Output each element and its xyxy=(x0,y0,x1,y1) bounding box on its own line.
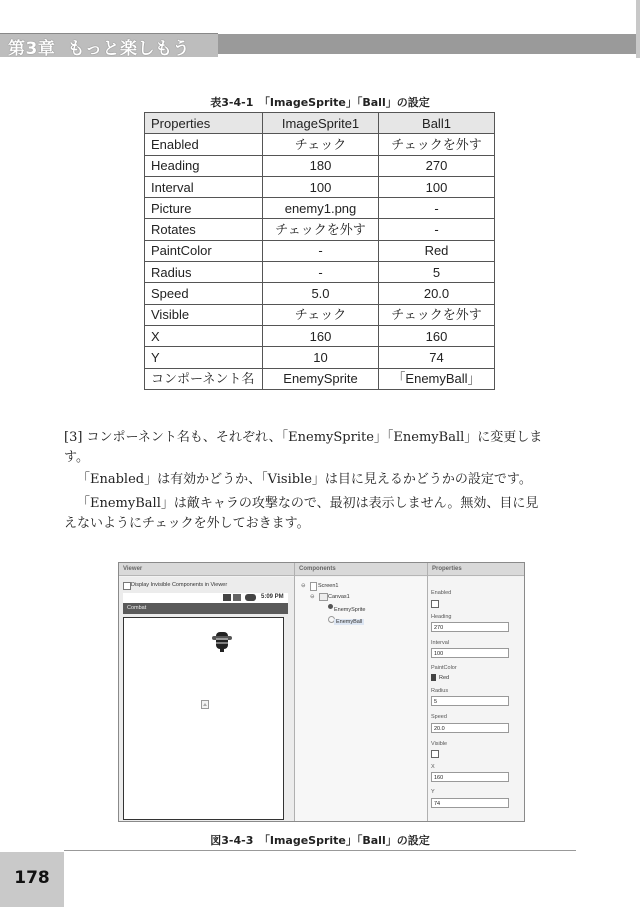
table-cell: Red xyxy=(379,240,495,261)
properties-header: Properties xyxy=(428,563,524,576)
table-cell: 74 xyxy=(379,347,495,368)
table-cell: チェック xyxy=(263,134,379,155)
table-cell: - xyxy=(263,240,379,261)
table-cell: Picture xyxy=(145,198,263,219)
table-cell: 20.0 xyxy=(379,283,495,304)
table-row xyxy=(145,325,495,346)
table-cell: EnemySprite xyxy=(263,368,379,389)
collapse-icon[interactable]: ⊖ xyxy=(310,594,315,600)
table-row xyxy=(145,155,495,176)
speed-input[interactable]: 20.0 xyxy=(431,723,509,733)
table-body xyxy=(145,134,495,390)
paragraph-1-line-1: [3] コンポーネント名も、それぞれ、「EnemySprite」「EnemyBall」に変更しま xyxy=(64,430,543,445)
table-cell: 180 xyxy=(263,155,379,176)
table-cell: 270 xyxy=(379,155,495,176)
x-input[interactable]: 160 xyxy=(431,772,509,782)
table-cell: X xyxy=(145,325,263,346)
components-header: Components xyxy=(295,563,427,576)
table-caption: 表3-4-1 「ImageSprite」「Ball」の設定 xyxy=(210,96,430,109)
table-cell: Enabled xyxy=(145,134,263,155)
table-header-row xyxy=(145,113,495,134)
table-cell: - xyxy=(263,262,379,283)
table-cell: Y xyxy=(145,347,263,368)
table-cell: Visible xyxy=(145,304,263,325)
paragraph-3-line-2: えないようにチェックを外しておきます。 xyxy=(64,516,310,531)
table-cell: 5 xyxy=(379,262,495,283)
interval-label: Interval xyxy=(431,640,450,646)
tree-item-enemysprite[interactable]: EnemySprite xyxy=(334,607,366,613)
table-cell: Radius xyxy=(145,262,263,283)
visible-label: Visible xyxy=(431,741,448,747)
paintcolor-label: PaintColor xyxy=(431,665,457,671)
chapter-number: 第3章 xyxy=(8,39,56,59)
paragraph-3-line-1: 「EnemyBall」は敵キャラの攻撃なので、最初は表示しません。無効、目に見 xyxy=(77,496,539,511)
screen-title-bar: Combat xyxy=(123,603,288,614)
collapse-icon[interactable]: ⊖ xyxy=(301,583,306,589)
table-row xyxy=(145,240,495,261)
table-cell: 5.0 xyxy=(263,283,379,304)
chapter-heading xyxy=(8,34,190,59)
column-header: ImageSprite1 xyxy=(263,113,379,134)
table-row xyxy=(145,198,495,219)
properties-table xyxy=(144,112,495,390)
interval-input[interactable]: 100 xyxy=(431,648,509,658)
canvas-icon xyxy=(319,593,328,601)
visible-checkbox[interactable] xyxy=(431,750,439,758)
table-cell: Heading xyxy=(145,155,263,176)
canvas-preview[interactable] xyxy=(123,617,284,820)
table-row xyxy=(145,262,495,283)
table-row xyxy=(145,304,495,325)
column-header: Ball1 xyxy=(379,113,495,134)
table-row xyxy=(145,176,495,197)
x-label: X xyxy=(431,764,435,770)
table-cell: チェックを外す xyxy=(379,304,495,325)
paragraph-1 xyxy=(64,428,576,468)
table-cell: 160 xyxy=(379,325,495,346)
table-row xyxy=(145,347,495,368)
table-cell: チェックを外す xyxy=(263,219,379,240)
signal-icon xyxy=(233,594,241,601)
table-cell: - xyxy=(379,219,495,240)
sprite-icon xyxy=(328,604,333,609)
paragraph-1-line-2: す。 xyxy=(64,450,89,465)
table-cell: コンポーネント名 xyxy=(145,368,263,389)
chapter-title: もっと楽しもう xyxy=(67,39,190,59)
column-header: Properties xyxy=(145,113,263,134)
paragraph-3 xyxy=(64,494,576,534)
table-row xyxy=(145,368,495,389)
enabled-checkbox[interactable] xyxy=(431,600,439,608)
table-row xyxy=(145,219,495,240)
battery-icon xyxy=(245,594,256,601)
table-cell: チェックを外す xyxy=(379,134,495,155)
y-input[interactable]: 74 xyxy=(431,798,509,808)
header-edge xyxy=(636,0,640,58)
table-cell: Speed xyxy=(145,283,263,304)
table-cell: Interval xyxy=(145,176,263,197)
page-number: 178 xyxy=(14,868,50,888)
phone-status-bar xyxy=(123,593,288,603)
figure-caption: 図3-4-3 「ImageSprite」「Ball」の設定 xyxy=(210,834,430,847)
ball-placeholder-icon[interactable] xyxy=(201,700,209,709)
tree-item-screen1[interactable]: Screen1 xyxy=(318,583,339,589)
screen-icon xyxy=(310,582,317,591)
paintcolor-value[interactable]: Red xyxy=(439,675,450,681)
designer-screenshot xyxy=(118,562,525,822)
heading-input[interactable]: 270 xyxy=(431,622,509,632)
table-cell: Rotates xyxy=(145,219,263,240)
enabled-label: Enabled xyxy=(431,590,452,596)
table-cell: チェック xyxy=(263,304,379,325)
paragraph-2: 「Enabled」は有効かどうか、「Visible」は目に見えるかどうかの設定です。 xyxy=(77,472,532,487)
table-cell: enemy1.png xyxy=(263,198,379,219)
table-cell: 「EnemyBall」 xyxy=(379,368,495,389)
display-invisible-checkbox[interactable] xyxy=(123,582,131,590)
tree-item-enemyball[interactable]: EnemyBall xyxy=(336,619,363,625)
radius-label: Radius xyxy=(431,688,449,694)
table-row xyxy=(145,283,495,304)
enemy-sprite-icon[interactable] xyxy=(212,630,232,652)
display-invisible-label: Display Invisible Components in Viewer xyxy=(131,582,228,588)
radius-input[interactable]: 5 xyxy=(431,696,509,706)
paintcolor-swatch[interactable] xyxy=(431,674,436,681)
table-row xyxy=(145,134,495,155)
table-cell: 10 xyxy=(263,347,379,368)
tree-item-canvas1[interactable]: Canvas1 xyxy=(328,594,350,600)
speed-label: Speed xyxy=(431,714,447,720)
chapter-header xyxy=(0,0,640,60)
heading-label: Heading xyxy=(431,614,452,620)
table-cell: 160 xyxy=(263,325,379,346)
table-cell: 100 xyxy=(263,176,379,197)
y-label: Y xyxy=(431,789,435,795)
table-cell: - xyxy=(379,198,495,219)
viewer-header: Viewer xyxy=(119,563,294,576)
status-clock: 5:09 PM xyxy=(261,594,284,600)
components-pane xyxy=(295,577,427,821)
network-icon xyxy=(223,594,231,601)
table-cell: PaintColor xyxy=(145,240,263,261)
footer-rule xyxy=(64,850,576,851)
table-cell: 100 xyxy=(379,176,495,197)
